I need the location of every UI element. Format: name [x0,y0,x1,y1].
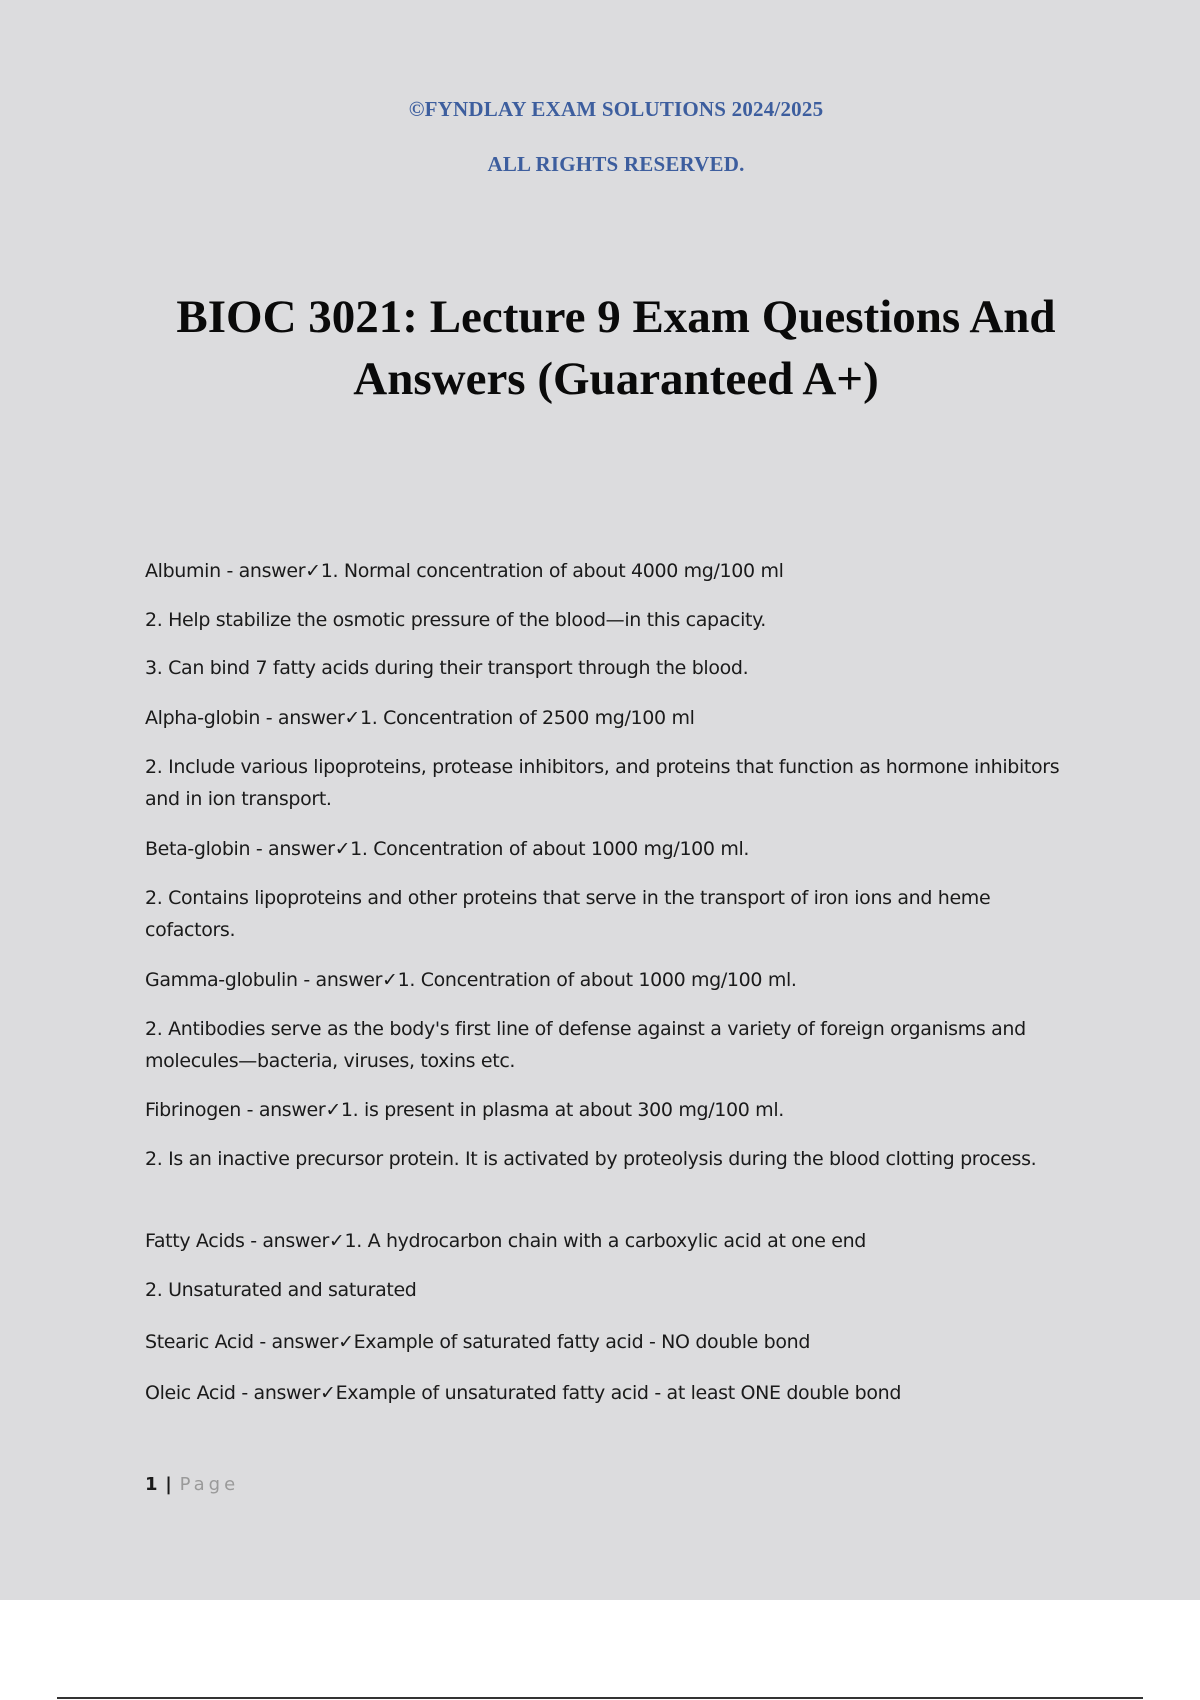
copyright-notice: ©FYNDLAY EXAM SOLUTIONS 2024/2025 [408,97,824,121]
paragraph-beta-globin: Beta-globin - answer✓1. Concentration of about 1000 mg/100 ml. [145,838,750,860]
rights-reserved-notice: ALL RIGHTS RESERVED. [487,152,745,176]
paragraph-alpha-globin: Alpha-globin - answer✓1. Concentration of 2500 mg/100 ml [145,707,695,729]
paragraph-stearic-acid: Stearic Acid - answer✓Example of saturated fatty acid - NO double bond [145,1331,811,1353]
paragraph: 2. Help stabilize the osmotic pressure of the blood—in this capacity. [145,609,766,631]
document-title: BIOC 3021: Lecture 9 Exam Questions And Answers (Guaranteed A+) [176,291,1056,405]
paragraph-fatty-acids: Fatty Acids - answer✓1. A hydrocarbon chain with a carboxylic acid at one end [145,1230,866,1252]
paragraph: 2. Unsaturated and saturated [145,1279,417,1301]
paragraph-oleic-acid: Oleic Acid - answer✓Example of unsaturated fatty acid - at least ONE double bond [145,1382,902,1404]
paragraph: 2. Antibodies serve as the body's first line of defense against a variety of foreign organisms and molecules—bacteria, viruses, toxins etc. [145,1018,1026,1072]
paragraph: 2. Is an inactive precursor protein. It is activated by proteolysis during the blood clotting process. [145,1148,1037,1170]
page-label: Page [179,1474,240,1495]
next-page-rule [57,1697,1143,1699]
paragraph-albumin: Albumin - answer✓1. Normal concentration of about 4000 mg/100 ml [145,560,784,582]
page-footer [145,1474,239,1495]
paragraph: 3. Can bind 7 fatty acids during their transport through the blood. [145,657,749,679]
page-separator: | [165,1474,172,1495]
paragraph-gamma-globulin: Gamma-globulin - answer✓1. Concentration of about 1000 mg/100 ml. [145,969,797,991]
paragraph: 2. Contains lipoproteins and other proteins that serve in the transport of iron ions and heme cofactors. [145,887,991,941]
paragraph: 2. Include various lipoproteins, protease inhibitors, and proteins that function as hormone inhibitors and in ion transport. [145,756,1060,810]
paragraph-fibrinogen: Fibrinogen - answer✓1. is present in plasma at about 300 mg/100 ml. [145,1099,784,1121]
page-number: 1 [145,1474,158,1495]
